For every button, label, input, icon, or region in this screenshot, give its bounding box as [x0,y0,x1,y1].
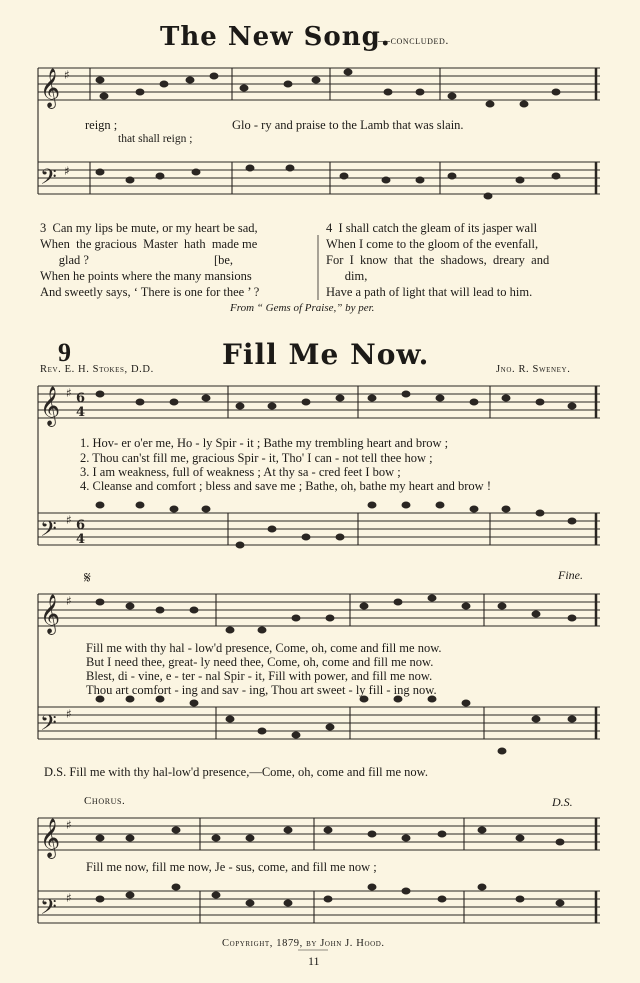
svg-text:♯: ♯ [66,818,72,832]
refrain-line-1: Fill me with thy hal - low'd presence, Come, oh, come and fill me now. [86,641,442,655]
bass-clef-icon: 𝄢 [40,517,57,547]
song-subtitle: —concluded. [378,33,449,47]
hymn-author: Rev. E. H. Stokes, D.D. [40,364,154,375]
stanza-line-2: 2. Thou can'st fill me, gracious Spir - it, Tho' I can - not tell thee how ; [80,451,433,465]
svg-text:♯: ♯ [66,707,72,721]
verse-4: 4 I shall catch the gleam of its jasper wall When I come to the gloom of the evenfall, For I know that the shadows, dreary and dim, Have a path of light that will lead to him. [326,221,550,299]
svg-text:♯: ♯ [66,594,72,608]
bass-clef-icon: 𝄢 [40,165,57,195]
refrain-line-3: Blest, di - vine, e - ter - nal Spir - it, Fill with power, and fill me now. [86,669,433,683]
ds-line: D.S. Fill me with thy hal-low'd presence,—Come, oh, come and fill me now. [44,765,429,779]
page-number: 11 [308,954,320,968]
ds-marker: D.S. [552,795,573,809]
refrain-line-2: But I need thee, great- ly need thee, Come, oh, come and fill me now. [86,655,434,669]
svg-text:♯: ♯ [66,386,72,400]
chorus-label: Chorus. [84,795,126,807]
svg-text:𝄋: 𝄋 [84,568,91,587]
svg-text:6: 6 [76,391,86,406]
source-attribution: From “ Gems of Praise,” by per. [230,302,375,314]
copyright: Copyright, 1879, by John J. Hood. [222,938,385,949]
fine-marker: Fine. [558,568,583,582]
treble-clef-icon: 𝄞 [40,68,61,108]
bass-clef-icon: 𝄢 [40,711,57,741]
svg-text:♯: ♯ [66,891,72,905]
treble-clef-icon: 𝄞 [40,594,61,634]
refrain-line-4: Thou art comfort - ing and sav - ing, Thou art sweet - ly fill - ing now. [86,683,437,697]
lyric-glory: Glo - ry and praise to the Lamb that was slain. [232,118,464,132]
verse-3: 3 Can my lips be mute, or my heart be sad, When the gracious Master hath made me glad ? [be, When he points where the many mansions And sweetly says, ‘ There is one for thee ’ ? [40,221,260,299]
svg-text:♯: ♯ [64,68,70,82]
treble-clef-icon: 𝄞 [40,386,61,426]
lyric-that-shall-reign: that shall reign ; [118,133,193,145]
svg-text:♯: ♯ [66,513,72,527]
lyric-reign: reign ; [85,118,118,132]
stanza-line-4: 4. Cleanse and comfort ; bless and save me ; Bathe, oh, bathe my heart and brow ! [80,479,491,493]
hymn-composer: Jno. R. Sweney. [496,364,571,375]
stanza-line-3: 3. I am weakness, full of weakness ; At thy sa - cred feet I bow ; [80,465,401,479]
svg-text:4: 4 [76,532,86,547]
svg-text:♯: ♯ [64,164,70,178]
song-title: The New Song. [160,22,391,52]
svg-text:6: 6 [76,518,86,533]
svg-text:4: 4 [76,405,86,420]
treble-clef-icon: 𝄞 [40,818,61,858]
hymn-number: 9 [58,338,71,367]
stanza-line-1: 1. Hov- er o'er me, Ho - ly Spir - it ; Bathe my trembling heart and brow ; [80,436,449,450]
bass-clef-icon: 𝄢 [40,895,57,925]
hymn-title: Fill Me Now. [222,338,430,371]
chorus-lyric: Fill me now, fill me now, Je - sus, come, and fill me now ; [86,860,377,874]
